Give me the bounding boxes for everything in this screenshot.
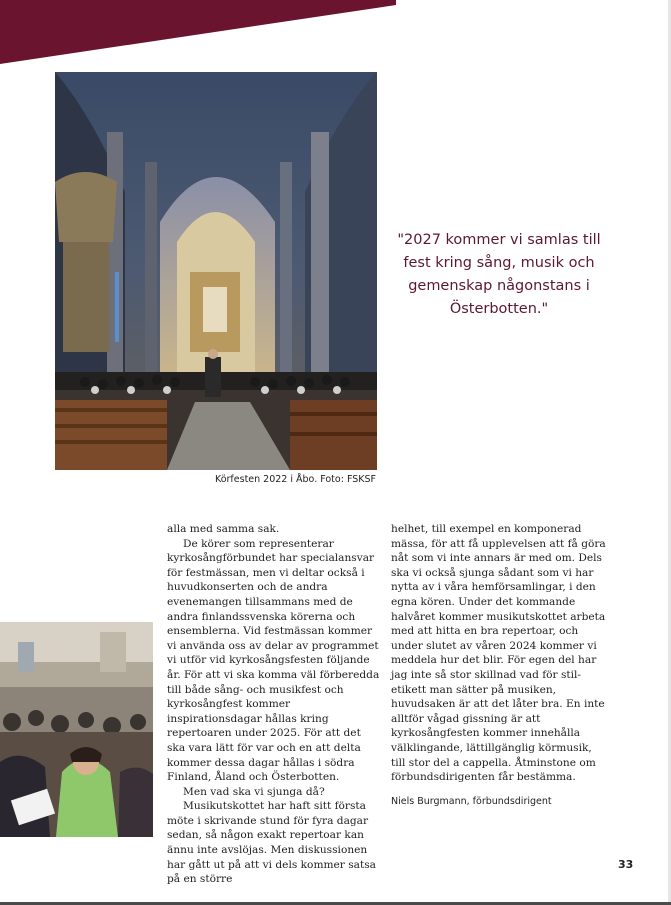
article-paragraph: helhet, till exempel en komponerad mässa, för att få upplevelsen att få göra nåt som vi inte annars är med om. Dels ska vi också sjunga sådant som vi har nytta av i våra hemförsamlingar, i den egna kören. Under det kommande halvåret kommer musikutskottet arbeta med att hitta en bra repertoar, och under slutet av våren 2024 kommer vi meddela hur det blir. För egen del har jag inte så stor skillnad vad för stil-etikett man sätter på musiken, huvudsaken är att det låter bra. En inte alltför vågad gissning är att kyrkosångfesten kommer innehålla välklingande, lättillgänglig körmusik, till stor del a cappella. Åtminstone om förbundsdirigenten får bestämma.: [391, 523, 606, 784]
cathedral-choir-photo: [55, 72, 377, 470]
page-number: 33: [618, 858, 634, 871]
choir-audience-photo: [0, 622, 153, 837]
article-column-left: [167, 522, 381, 887]
header-banner: [0, 0, 671, 70]
author-signature: Niels Burgmann, förbundsdirigent: [391, 795, 552, 807]
pull-quote: "2027 kommer vi samlas till fest kring sång, musik och gemenskap någonstans i Österbotten.": [397, 232, 601, 317]
article-paragraph: Musikutskottet har haft sitt första möte i skrivande stund för fyra dagar sedan, så någon exakt repertoar kan ännu inte avslöjas. Men diskussionen har gått ut på att vi dels kommer satsa på en större: [167, 800, 376, 886]
article-paragraph: Men vad ska vi sjunga då?: [183, 785, 325, 798]
article-column-right: [391, 522, 609, 809]
photo-caption: Körfesten 2022 i Åbo. Foto: FSKSF: [214, 474, 376, 485]
article-paragraph: De körer som representerar kyrkosångförbundet har specialansvar för festmässan, men vi deltar också i huvudkonserten och de andra evenemangen tillsammans med de andra finlandssvenska körerna och ensemblerna. Vid festmässan kommer vi använda oss av delar av programmet vi utför vid kyrkosångsfesten följande år. För att vi ska komma väl förberedda till både sång- och musikfest och kyrkosångfest kommer inspirationsdagar hållas kring repertoaren under 2025. För att det ska vara lätt för var och en att delta kommer dessa dagar hållas i södra Finland, Åland och Österbotten.: [167, 537, 380, 784]
article-paragraph: alla med samma sak.: [167, 523, 280, 535]
